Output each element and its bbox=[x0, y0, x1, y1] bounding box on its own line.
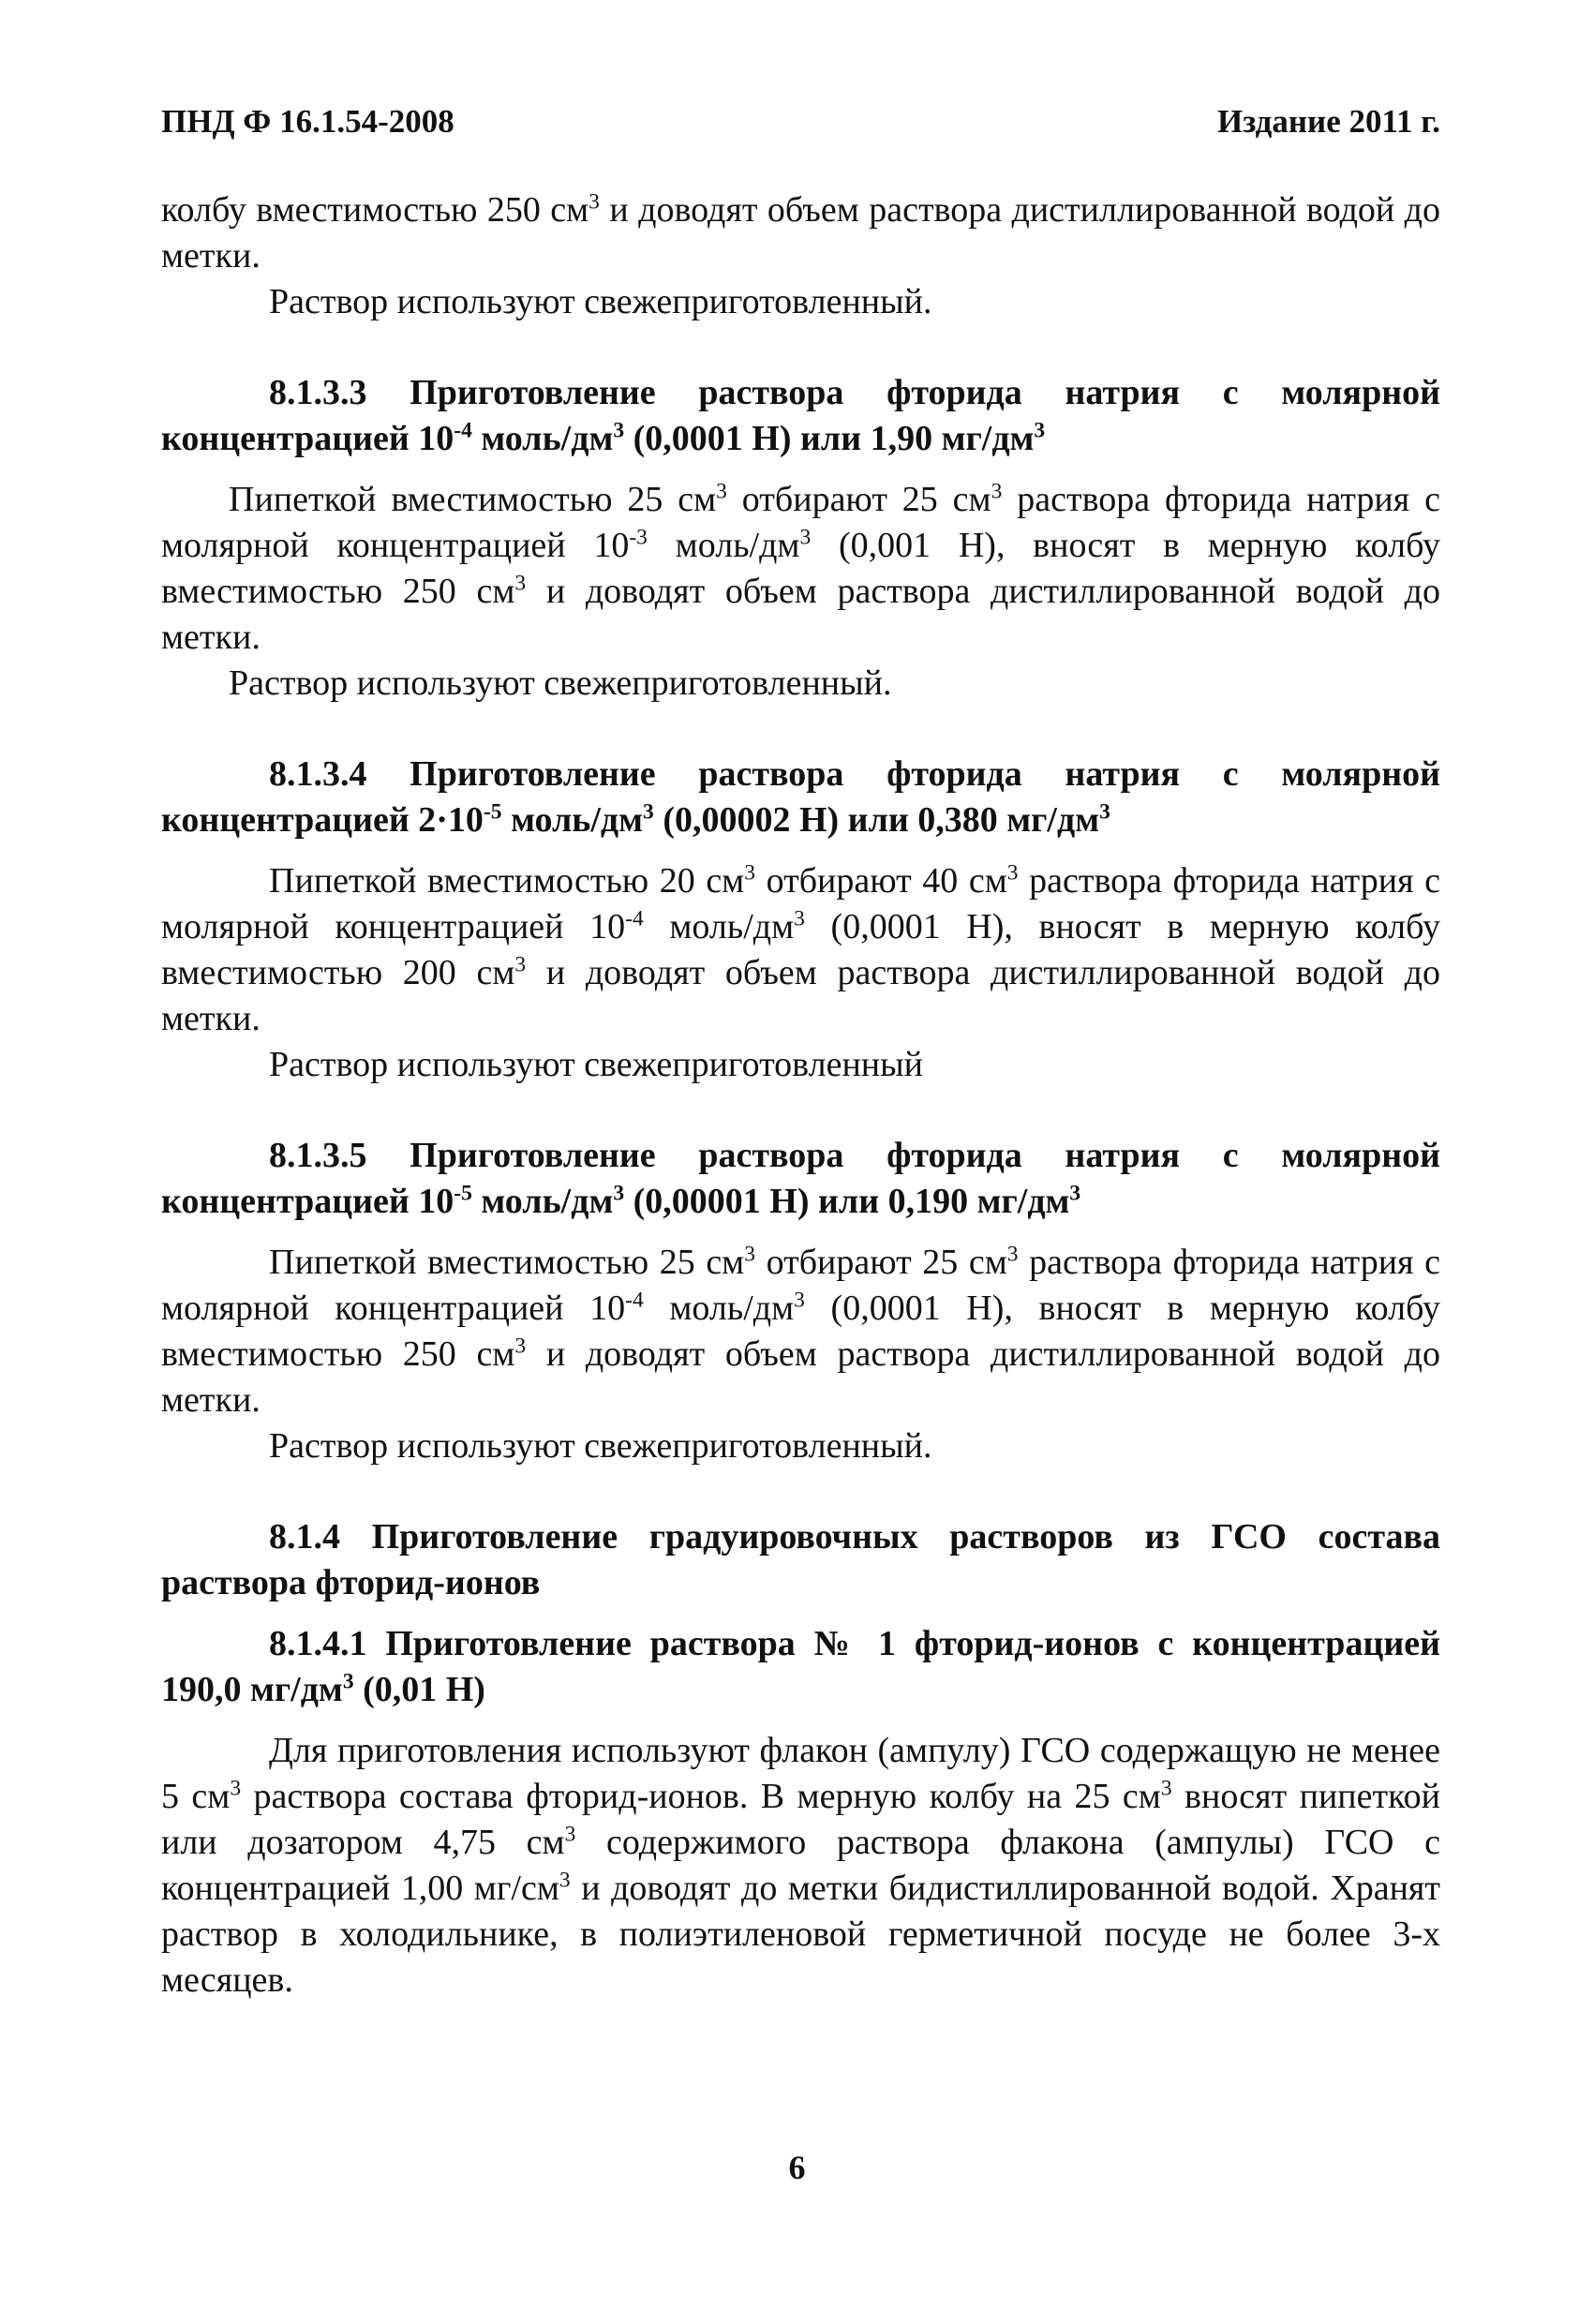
section-note-8-1-3-3: Раствор используют свежеприготовленный. bbox=[229, 663, 892, 703]
section-body-8-1-3-5: Пипеткой вместимостью 25 $см^3$ отбирают 25 $см^3$ раствора фторида натрия с молярной концентрацией $10^{-4}$ моль/$дм^3$ (0,0001 Н), вносят в мерную колбу вместимостью 250 $см^3$ и доводят объем раствора дистиллированной водой до метки. bbox=[161, 1242, 1440, 1420]
section-heading-8-1-3-4: 8.1.3.4 Приготовление раствора фторида натрия с молярной концентрацией $2\cdot 10^{-5}$ моль/$дм^3$ (0,00002 Н) или 0,380 $мг/дм^3$ bbox=[161, 754, 1440, 840]
section-heading-8-1-3-5: 8.1.3.5 Приготовление раствора фторида натрия с молярной концентрацией $10^{-5}$ моль/$дм^3$ (0,00001 Н) или 0,190 $мг/дм^3$ bbox=[161, 1136, 1440, 1221]
section-body-8-1-3-4: Пипеткой вместимостью 20 $см^3$ отбирают 40 $см^3$ раствора фторида натрия с молярной концентрацией $10^{-4}$ моль/$дм^3$ (0,0001 Н), вносят в мерную колбу вместимостью 200 $см^3$ и доводят объем раствора дистиллированной водой до метки. bbox=[161, 860, 1440, 1038]
document-code: ПНД Ф 16.1.54-2008 bbox=[161, 103, 454, 140]
page-number: 6 bbox=[788, 2149, 806, 2186]
section-note-8-1-3-5: Раствор используют свежеприготовленный. bbox=[269, 1426, 932, 1466]
section-heading-8-1-3-3: 8.1.3.3 Приготовление раствора фторида натрия с молярной концентрацией $10^{-4}$ моль/$дм^3$ (0,0001 Н) или 1,90 $мг/дм^3$ bbox=[161, 373, 1440, 458]
section-heading-8-1-4: 8.1.4 Приготовление градуировочных растворов из ГСО состава раствора фторид-ионов bbox=[161, 1517, 1440, 1602]
section-body-8-1-4-1: Для приготовления используют флакон (ампулу) ГСО содержащую не менее 5 $см^3$ раствора состава фторид-ионов. В мерную колбу на 25 $см^3$ вносят пипеткой или дозатором 4,75 $см^3$ содержимого раствора флакона (ампулы) ГСО с концентрацией 1,00 $мг/см^3$ и доводят до метки бидистиллированной водой. Хранят раствор в холодильнике, в полиэтиленовой герметичной посуде не более 3-х месяцев. bbox=[161, 1731, 1440, 2000]
intro-note: Раствор используют свежеприготовленный. bbox=[269, 282, 932, 321]
edition-label: Издание 2011 г. bbox=[1217, 103, 1440, 140]
section-body-8-1-3-3: Пипеткой вместимостью 25 $см^3$ отбирают 25 $см^3$ раствора фторида натрия с молярной концентрацией $10^{-3}$ моль/$дм^3$ (0,001 Н), вносят в мерную колбу вместимостью 250 $см^3$ и доводят объем раствора дистиллированной водой до метки. bbox=[161, 479, 1440, 657]
section-note-8-1-3-4: Раствор используют свежеприготовленный bbox=[269, 1045, 923, 1084]
section-heading-8-1-4-1: 8.1.4.1 Приготовление раствора № 1 фторид-ионов с концентрацией 190,0 $мг/дм^3$ (0,01 Н) bbox=[161, 1624, 1440, 1709]
document-body bbox=[161, 187, 1440, 2004]
page-header bbox=[161, 103, 1440, 159]
intro-paragraph: колбу вместимостью 250 $см^3$ и доводят объем раствора дистиллированной водой до метки. bbox=[161, 189, 1440, 276]
